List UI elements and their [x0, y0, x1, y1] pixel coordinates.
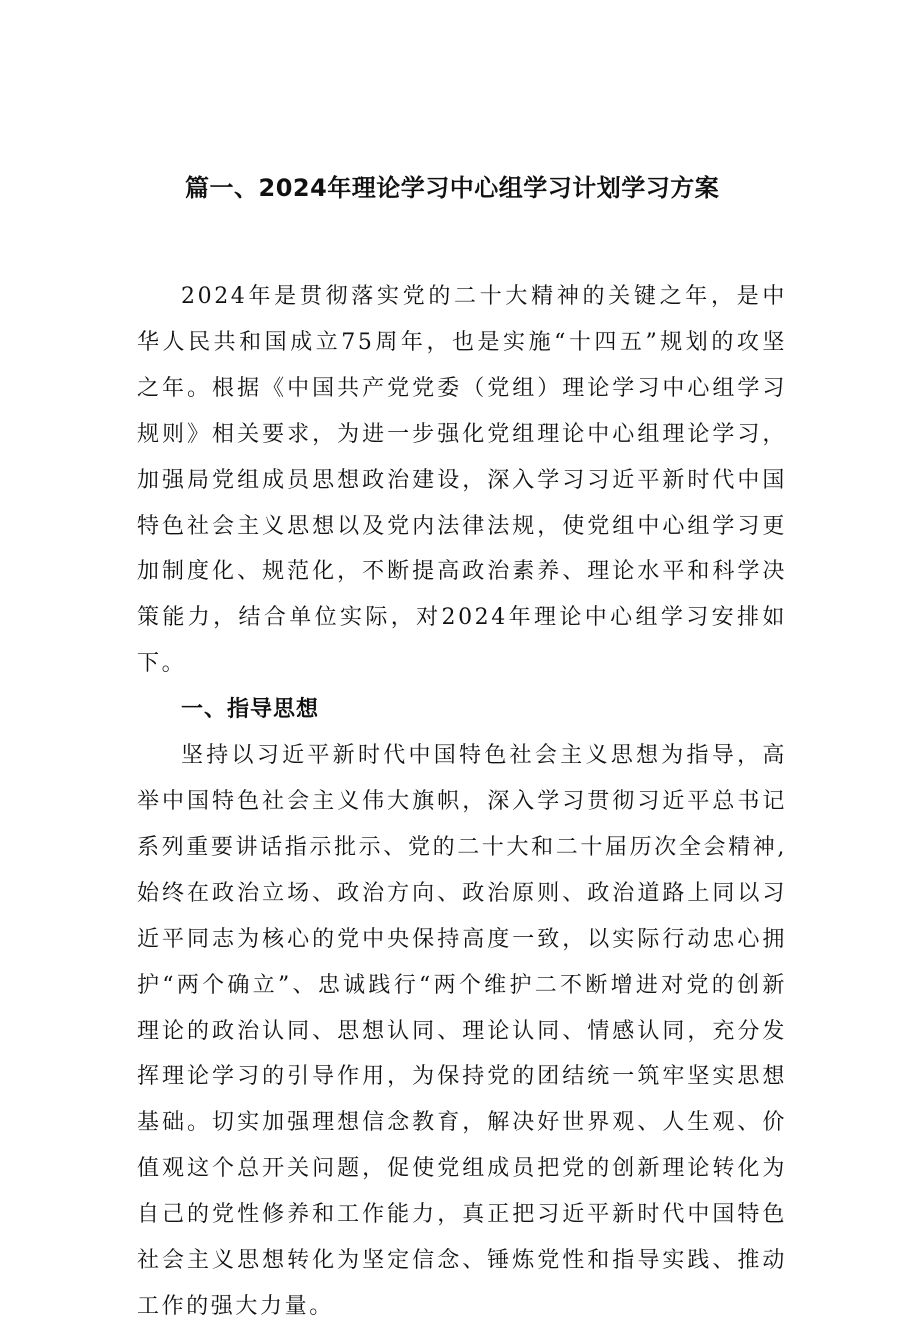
intro-paragraph: 2024年是贯彻落实党的二十大精神的关键之年，是中华人民共和国成立75周年，也是实施“十四五”规划的攻坚之年。根据《中国共产党党委（党组）理论学习中心组学习规则》相关要求，为进一步强化党组理论中心组理论学习，加强局党组成员思想政治建设，深入学习习近平新时代中国特色社会主义思想以及党内法律法规，使党组中心组学习更加制度化、规范化，不断提高政治素养、理论水平和科学决策能力，结合单位实际，对2024年理论中心组学习安排如下。	[137, 284, 787, 677]
document-title: 篇一、2024年理论学习中心组学习计划学习方案	[185, 174, 720, 202]
section-heading-guiding-ideology: 一、指导思想	[181, 697, 320, 723]
document-body	[137, 274, 787, 1330]
section-paragraph-guiding-ideology: 坚持以习近平新时代中国特色社会主义思想为指导，高举中国特色社会主义伟大旗帜，深入学习贯彻习近平总书记系列重要讲话指示批示、党的二十大和二十届历次全会精神,始终在政治立场、政治方向、政治原则、政治道路上同以习近平同志为核心的党中央保持高度一致，以实际行动忠心拥护“两个确立”、忠诚践行“两个维护二不断增进对党的创新理论的政治认同、思想认同、理论认同、情感认同，充分发挥理论学习的引导作用，为保持党的团结统一筑牢坚实思想基础。切实加强理想信念教育，解决好世界观、人生观、价值观这个总开关问题，促使党组成员把党的创新理论转化为自己的党性修养和工作能力，真正把习近平新时代中国特色社会主义思想转化为坚定信念、锤炼党性和指导实践、推动工作的强大力量。	[137, 743, 787, 1319]
